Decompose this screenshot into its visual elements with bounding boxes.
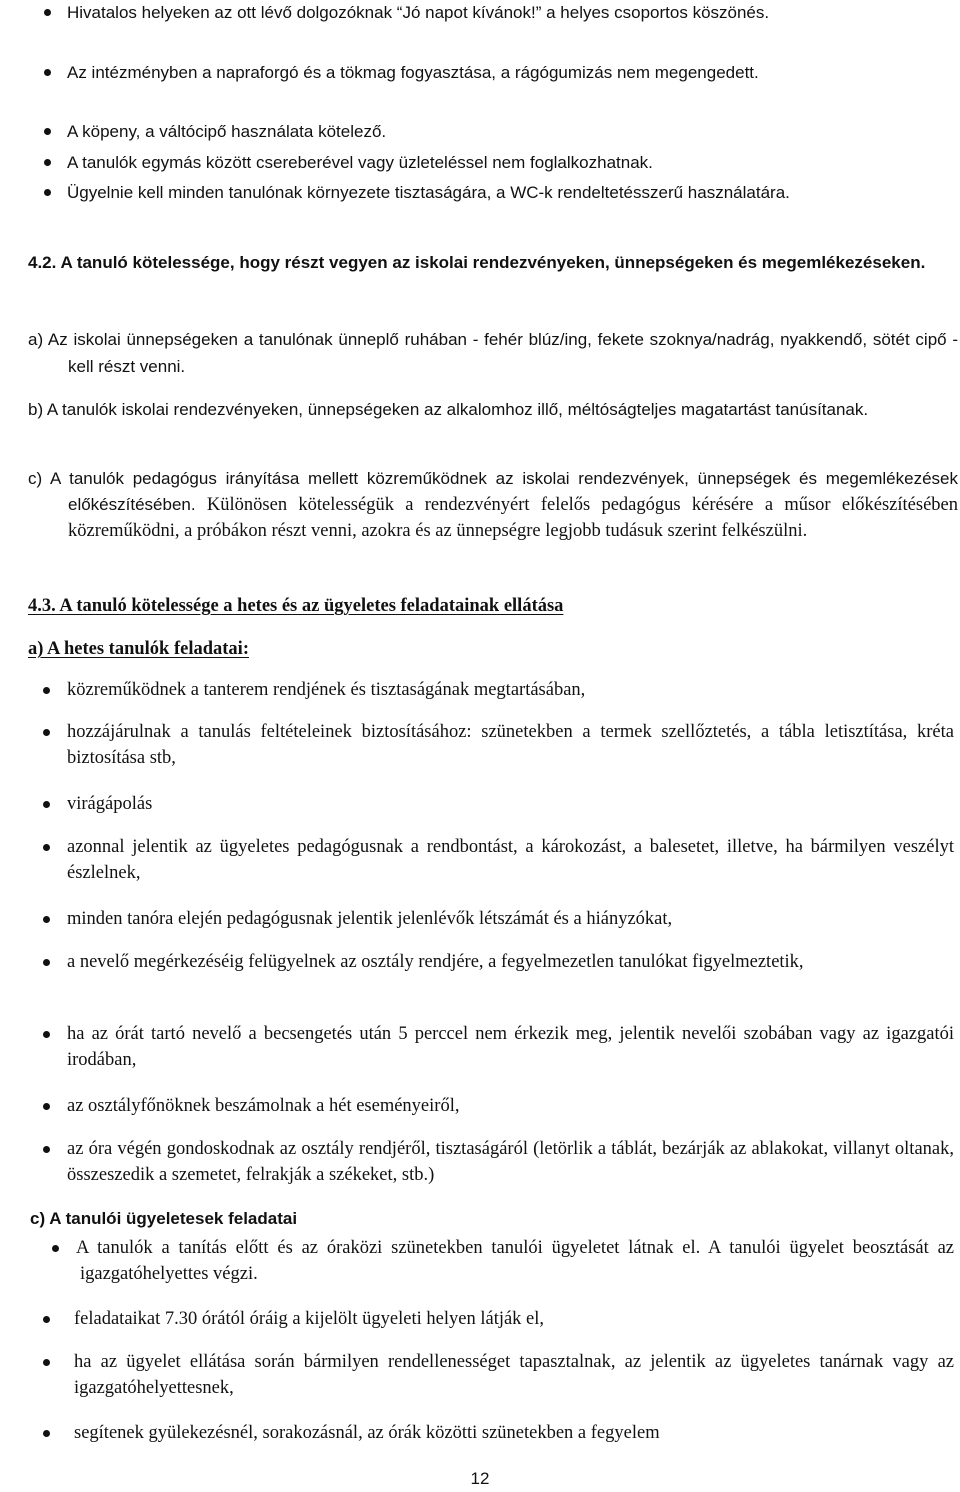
paragraph-c-part1: c) A tanulók pedagógus irányítása mellett közreműködnek az iskolai rendezvények, ünnepségek és megemlékezések előkészítésében. <box>28 469 958 514</box>
bullet-icon <box>43 729 50 736</box>
list-item: A tanulók a tanítás előtt és az óraközi szünetekben tanulói ügyeletet látnak el. A tanulói ügyelet beosztását az igazgatóhelyettes végzi. <box>76 1238 954 1284</box>
list-item: Ügyelnie kell minden tanulónak környezete tisztaságára, a WC-k rendeltetésszerű használatára. <box>67 183 790 202</box>
bullet-icon <box>43 959 50 966</box>
bullet-icon <box>43 1031 50 1038</box>
bullet-icon <box>43 1359 50 1366</box>
list-item: ha az órát tartó nevelő a becsengetés után 5 perccel nem érkezik meg, jelentik nevelői szobában vagy az igazgatói irodában, <box>67 1024 954 1070</box>
paragraph-a: a) Az iskolai ünnepségeken a tanulónak ünneplő ruhában - fehér blúz/ing, fekete szoknya/nadrág, nyakkendő, sötét cipő - kell részt venni. <box>28 330 958 376</box>
list-item: ha az ügyelet ellátása során bármilyen rendellenességet tapasztalnak, az jelentik az ügyeletes tanárnak vagy az igazgatóhelyettesnek, <box>74 1352 954 1398</box>
list-item: A tanulók egymás között csereberével vagy üzleteléssel nem foglalkozhatnak. <box>67 153 653 172</box>
list-item: a nevelő megérkezéséig felügyelnek az osztály rendjére, a fegyelmezetlen tanulókat figyelmeztetik, <box>67 952 804 972</box>
list-item: A köpeny, a váltócipő használata kötelező. <box>67 122 387 141</box>
list-item: feladataikat 7.30 órától óráig a kijelölt ügyeleti helyen látják el, <box>74 1309 545 1329</box>
section-heading-4-2: 4.2. A tanuló kötelessége, hogy részt vegyen az iskolai rendezvényeken, ünnepségeken és megemlékezéseken. <box>28 253 926 272</box>
bullet-icon <box>44 189 51 196</box>
bullet-icon <box>44 128 51 135</box>
bullet-icon <box>43 1103 50 1110</box>
list-item: minden tanóra elején pedagógusnak jelentik jelenlévők létszámát és a hiányzókat, <box>67 909 673 929</box>
bullet-icon <box>43 801 50 808</box>
bullet-icon <box>43 916 50 923</box>
list-item: segítenek gyülekezésnél, sorakozásnál, az órák közötti szünetekben a fegyelem <box>74 1423 660 1443</box>
list-item: virágápolás <box>67 794 153 814</box>
bullet-icon <box>43 687 50 694</box>
paragraph-c <box>28 466 958 544</box>
paragraph-b: b) A tanulók iskolai rendezvényeken, ünnepségeken az alkalomhoz illő, méltóságteljes magatartást tanúsítanak. <box>28 400 869 419</box>
section-heading-4-3: 4.3. A tanuló kötelessége a hetes és az ügyeletes feladatainak ellátása <box>28 596 564 616</box>
subheading-hetes: a) A hetes tanulók feladatai: <box>28 639 249 659</box>
bullet-icon <box>52 1245 59 1252</box>
bullet-icon <box>44 9 51 16</box>
bullet-icon <box>44 69 51 76</box>
bullet-icon <box>44 159 51 166</box>
subheading-ugyeletes <box>30 1206 297 1232</box>
list-item: az óra végén gondoskodnak az osztály rendjéről, tisztaságáról (letörlik a táblát, bezárják az ablakokat, villanyt oltanak, összeszedik a szemetet, felrakják a székeket, stb.) <box>67 1139 954 1185</box>
list-item: az osztályfőnöknek beszámolnak a hét eseményeiről, <box>67 1096 460 1116</box>
page-number: 12 <box>470 1469 490 1488</box>
paragraph-c-part2: Különösen kötelességük a rendezvényért felelős pedagógus kérésére a műsor előkészítésében közreműködni, a próbákon részt venni, azokra és az ünnepségre legjobb tudásuk szerint felkészülni. <box>68 495 958 541</box>
bullet-icon <box>43 1146 50 1153</box>
bullet-icon <box>43 844 50 851</box>
list-item: Az intézményben a napraforgó és a tökmag fogyasztása, a rágógumizás nem megengedett. <box>67 63 759 82</box>
subheading-ugyeletes-text: c) A tanulói ügyeletesek feladatai <box>30 1209 298 1228</box>
list-item: hozzájárulnak a tanulás feltételeinek biztosításához: szünetekben a termek szellőztetés, a tábla letisztítása, kréta biztosítása stb, <box>67 722 954 768</box>
bullet-icon <box>43 1316 50 1323</box>
list-item: közreműködnek a tanterem rendjének és tisztaságának megtartásában, <box>67 680 586 700</box>
bullet-icon <box>43 1430 50 1437</box>
list-item: Hivatalos helyeken az ott lévő dolgozóknak “Jó napot kívánok!” a helyes csoportos köszönés. <box>67 3 770 22</box>
list-item: azonnal jelentik az ügyeletes pedagógusnak a rendbontást, a károkozást, a balesetet, illetve, ha bármilyen veszélyt észlelnek, <box>67 837 954 883</box>
